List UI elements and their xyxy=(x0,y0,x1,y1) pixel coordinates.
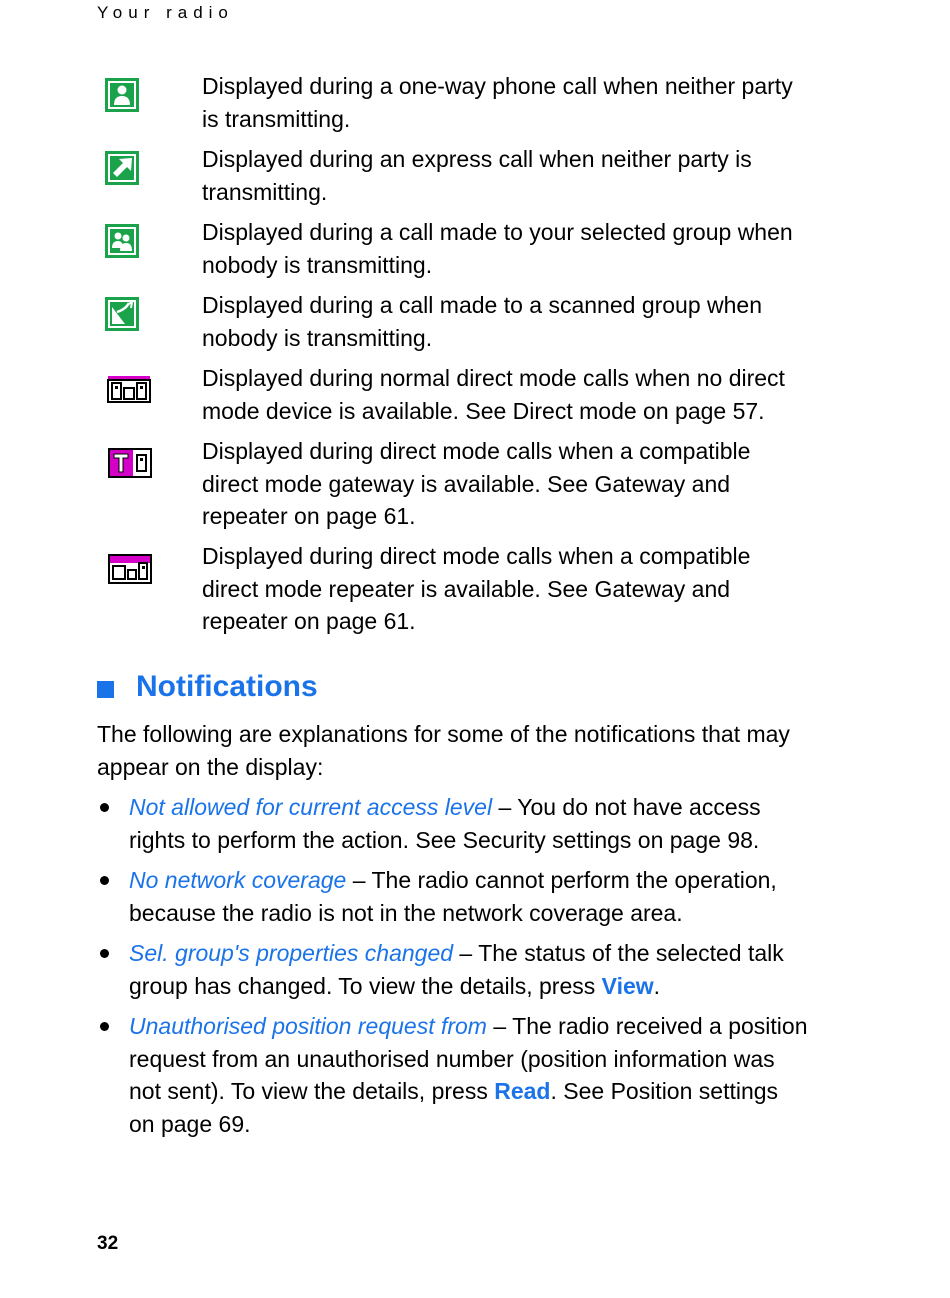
heading-square-icon xyxy=(97,681,114,698)
bullet-icon xyxy=(100,803,109,812)
bullet-icon xyxy=(100,876,109,885)
notification-term: Unauthorised position request from xyxy=(129,1013,487,1039)
notification-term: Sel. group's properties changed xyxy=(129,940,454,966)
notification-term: No network coverage xyxy=(129,867,347,893)
notification-description: – The radio received a position request from an unauthorised number (position information was not sent). To view the details, press xyxy=(129,1013,808,1104)
notification-text xyxy=(129,937,809,1002)
icon-description: Displayed during direct mode calls when a compatible direct mode gateway is available. See Gateway and repeater on page 61. xyxy=(202,438,751,529)
notification-tail: . See Position settings on page 69. xyxy=(129,1078,779,1137)
notification-tail: . xyxy=(653,972,661,999)
notification-term: Not allowed for current access level xyxy=(129,794,493,820)
softkey-label: View xyxy=(601,972,654,999)
icon-description: Displayed during an express call when neither party is transmitting. xyxy=(202,146,752,205)
icon-description: Displayed during a call made to your selected group when nobody is transmitting. xyxy=(202,219,793,278)
selected-group-call-icon xyxy=(105,224,139,258)
softkey-label: Read xyxy=(494,1078,551,1104)
notification-text xyxy=(129,864,809,929)
direct-mode-gateway-icon xyxy=(108,448,152,478)
running-header: Your radio xyxy=(97,3,234,22)
notification-description: – The status of the selected talk group has changed. To view the details, press xyxy=(129,940,784,999)
section-intro: The following are explanations for some of the notifications that may appear on the display: xyxy=(97,721,790,780)
section-title: Notifications xyxy=(136,670,318,703)
page-number: 32 xyxy=(97,1233,119,1254)
notification-text xyxy=(129,1010,809,1140)
direct-mode-repeater-icon xyxy=(108,554,152,584)
scanned-group-call-icon xyxy=(105,297,139,331)
notification-description: – The radio cannot perform the operation, because the radio is not in the network coverage area. xyxy=(129,867,777,926)
bullet-icon xyxy=(100,949,109,958)
bullet-icon xyxy=(100,1022,109,1031)
one-way-phone-call-icon xyxy=(105,78,139,112)
icon-description: Displayed during a call made to a scanned group when nobody is transmitting. xyxy=(202,292,763,351)
notification-description: – You do not have access rights to perform the action. See Security settings on page 98. xyxy=(129,794,761,853)
section-heading xyxy=(97,670,318,704)
icon-description: Displayed during normal direct mode calls when no direct mode device is available. See Direct mode on page 57. xyxy=(202,365,785,424)
icon-description: Displayed during a one-way phone call when neither party is transmitting. xyxy=(202,73,793,132)
express-call-icon xyxy=(105,151,139,185)
icon-description: Displayed during direct mode calls when a compatible direct mode repeater is available. See Gateway and repeater on page 61. xyxy=(202,543,751,634)
direct-mode-no-device-icon xyxy=(107,373,151,403)
notification-text xyxy=(129,791,809,856)
